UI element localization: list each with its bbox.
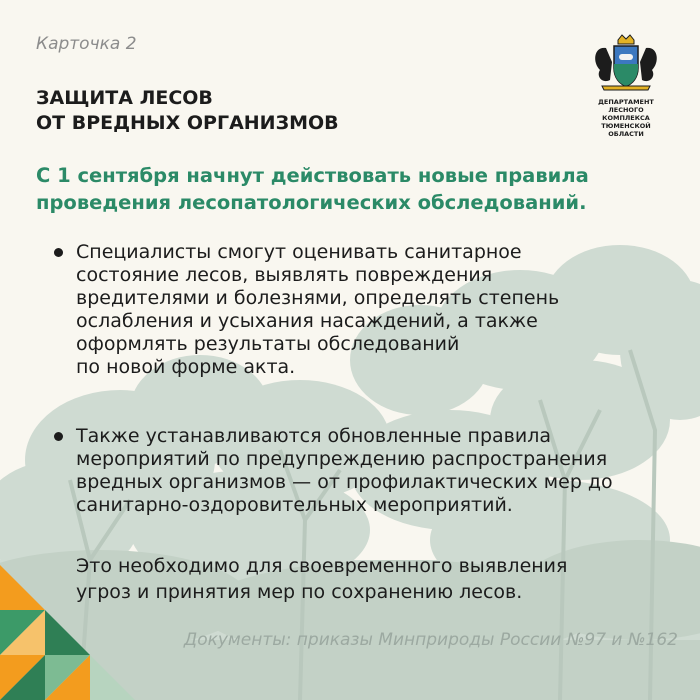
bullet-item bbox=[76, 241, 686, 379]
bullet-line: вредных организмов — от профилактических мер до bbox=[76, 471, 613, 493]
note-line: угроз и принятия мер по сохранению лесов. bbox=[76, 581, 523, 603]
bullet-line: санитарно-оздоровительных мероприятий. bbox=[76, 494, 513, 516]
bullet-line: Также устанавливаются обновленные правила bbox=[76, 425, 551, 447]
title-line: ОТ ВРЕДНЫХ ОРГАНИЗМОВ bbox=[36, 112, 339, 134]
logo-caption-line: ЛЕСНОГО КОМПЛЕКСА bbox=[602, 106, 650, 122]
department-logo bbox=[588, 32, 664, 138]
lead-paragraph bbox=[36, 162, 676, 216]
bullet-dot-icon bbox=[54, 432, 63, 441]
bullet-item bbox=[76, 425, 686, 517]
bullet-line: оформлять результаты обследований bbox=[76, 333, 460, 355]
logo-caption-line: ТЮМЕНСКОЙ ОБЛАСТИ bbox=[601, 122, 651, 138]
logo-caption bbox=[588, 98, 664, 138]
bullet-line: Специалисты смогут оценивать санитарное bbox=[76, 241, 522, 263]
tyumen-coat-of-arms-icon bbox=[588, 32, 664, 92]
card-label: Карточка 2 bbox=[36, 34, 137, 54]
title-line: ЗАЩИТА ЛЕСОВ bbox=[36, 87, 213, 109]
page-title bbox=[36, 86, 339, 136]
bullet-line: состояние лесов, выявлять повреждения bbox=[76, 264, 493, 286]
bullet-line: по новой форме акта. bbox=[76, 356, 296, 378]
corner-pattern bbox=[0, 565, 140, 700]
bullet-line: вредителями и болезнями, определять степень bbox=[76, 287, 560, 309]
bullet-line: мероприятий по предупреждению распространения bbox=[76, 448, 608, 470]
lead-line: проведения лесопатологических обследований. bbox=[36, 191, 587, 214]
documents-reference: Документы: приказы Минприроды России №97 и №162 bbox=[183, 630, 678, 650]
logo-caption-line: ДЕПАРТАМЕНТ bbox=[598, 98, 654, 106]
note-line: Это необходимо для своевременного выявления bbox=[76, 555, 568, 577]
bullet-dot-icon bbox=[54, 248, 63, 257]
bullet-line: ослабления и усыхания насаждений, а также bbox=[76, 310, 538, 332]
closing-note bbox=[76, 553, 686, 605]
lead-line: С 1 сентября начнут действовать новые правила bbox=[36, 164, 589, 187]
